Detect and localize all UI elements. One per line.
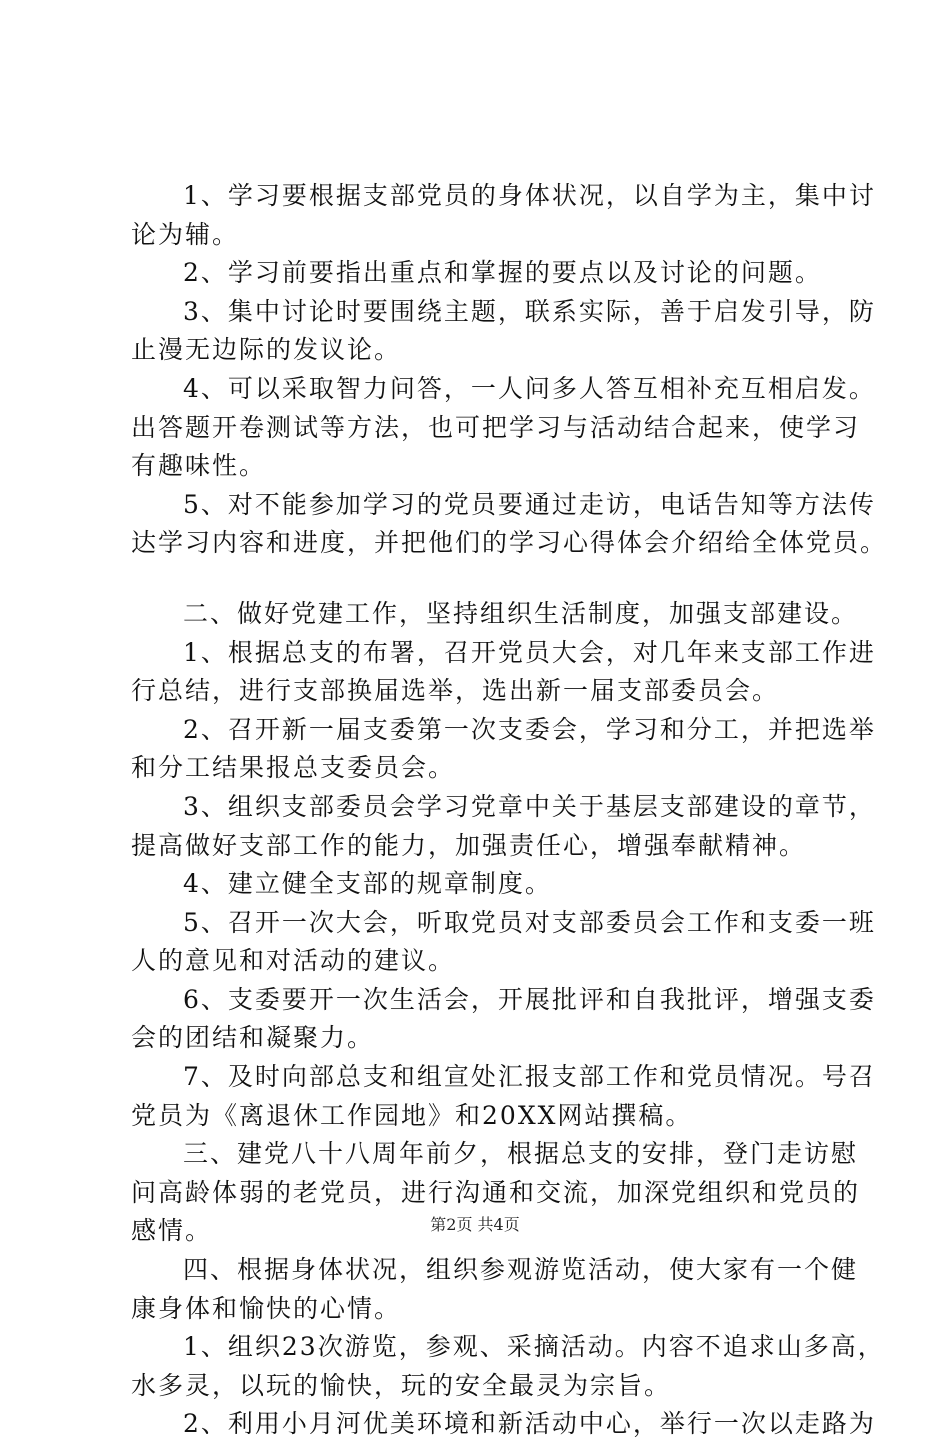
text-line: 提高做好支部工作的能力，加强责任心，增强奉献精神。 — [131, 830, 807, 860]
text-line: 论为辅。 — [131, 219, 240, 249]
text-line: 3、组织支部委员会学习党章中关于基层支部建设的章节， — [183, 791, 876, 821]
text-line: 问高龄体弱的老党员，进行沟通和交流，加深党组织和党员的 — [131, 1177, 861, 1207]
text-line: 1、组织23次游览，参观、采摘活动。内容不追求山多高， — [183, 1332, 885, 1362]
text-line: 4、建立健全支部的规章制度。 — [183, 869, 552, 899]
text-line: 3、集中讨论时要围绕主题，联系实际，善于启发引导，防 — [183, 296, 876, 326]
text-line: 4、可以采取智力问答，一人问多人答互相补充互相启发。 — [183, 373, 876, 403]
text-line: 7、及时向部总支和组宣处汇报支部工作和党员情况。号召 — [183, 1062, 876, 1092]
text-line: 2、学习前要指出重点和掌握的要点以及讨论的问题。 — [183, 258, 822, 288]
text-line: 水多灵，以玩的愉快，玩的安全最灵为宗旨。 — [131, 1370, 672, 1400]
text-line: 1、学习要根据支部党员的身体状况，以自学为主，集中讨 — [183, 181, 876, 210]
text-line: 6、支委要开一次生活会，开展批评和自我批评，增强支委 — [183, 984, 876, 1014]
section-heading: 三、建党八十八周年前夕，根据总支的安排，登门走访慰 — [183, 1139, 859, 1169]
text-line: 达学习内容和进度，并把他们的学习心得体会介绍给全体党员。 — [131, 528, 888, 558]
text-line: 康身体和愉快的心情。 — [131, 1293, 402, 1323]
section-heading: 二、做好党建工作，坚持组织生活制度，加强支部建设。 — [183, 598, 859, 628]
text-line: 党员为《离退休工作园地》和20XX网站撰稿。 — [131, 1100, 693, 1130]
text-line: 5、对不能参加学习的党员要通过走访，电话告知等方法传 — [183, 489, 876, 519]
text-line: 有趣味性。 — [131, 451, 267, 481]
text-line: 会的团结和凝聚力。 — [131, 1023, 375, 1053]
text-line: 行总结，进行支部换届选举，选出新一届支部委员会。 — [131, 676, 780, 706]
text-line: 2、召开新一届支委第一次支委会，学习和分工，并把选举 — [183, 714, 876, 744]
text-line: 2、利用小月河优美环境和新活动中心，举行一次以走路为 — [183, 1409, 876, 1439]
text-line: 和分工结果报总支委员会。 — [131, 753, 456, 783]
text-line: 人的意见和对活动的建议。 — [131, 946, 456, 976]
text-line: 感情。 — [131, 1216, 213, 1246]
text-line: 1、根据总支的布署，召开党员大会，对几年来支部工作进 — [183, 637, 876, 667]
page-footer: 第2页 共4页 — [430, 1215, 520, 1234]
section-heading: 四、根据身体状况，组织参观游览活动，使大家有一个健 — [183, 1255, 859, 1285]
text-line: 出答题开卷测试等方法，也可把学习与活动结合起来，使学习 — [131, 412, 861, 442]
text-line: 5、召开一次大会，听取党员对支部委员会工作和支委一班 — [183, 907, 876, 937]
text-line: 止漫无边际的发议论。 — [131, 335, 402, 365]
document-body — [131, 177, 888, 1444]
